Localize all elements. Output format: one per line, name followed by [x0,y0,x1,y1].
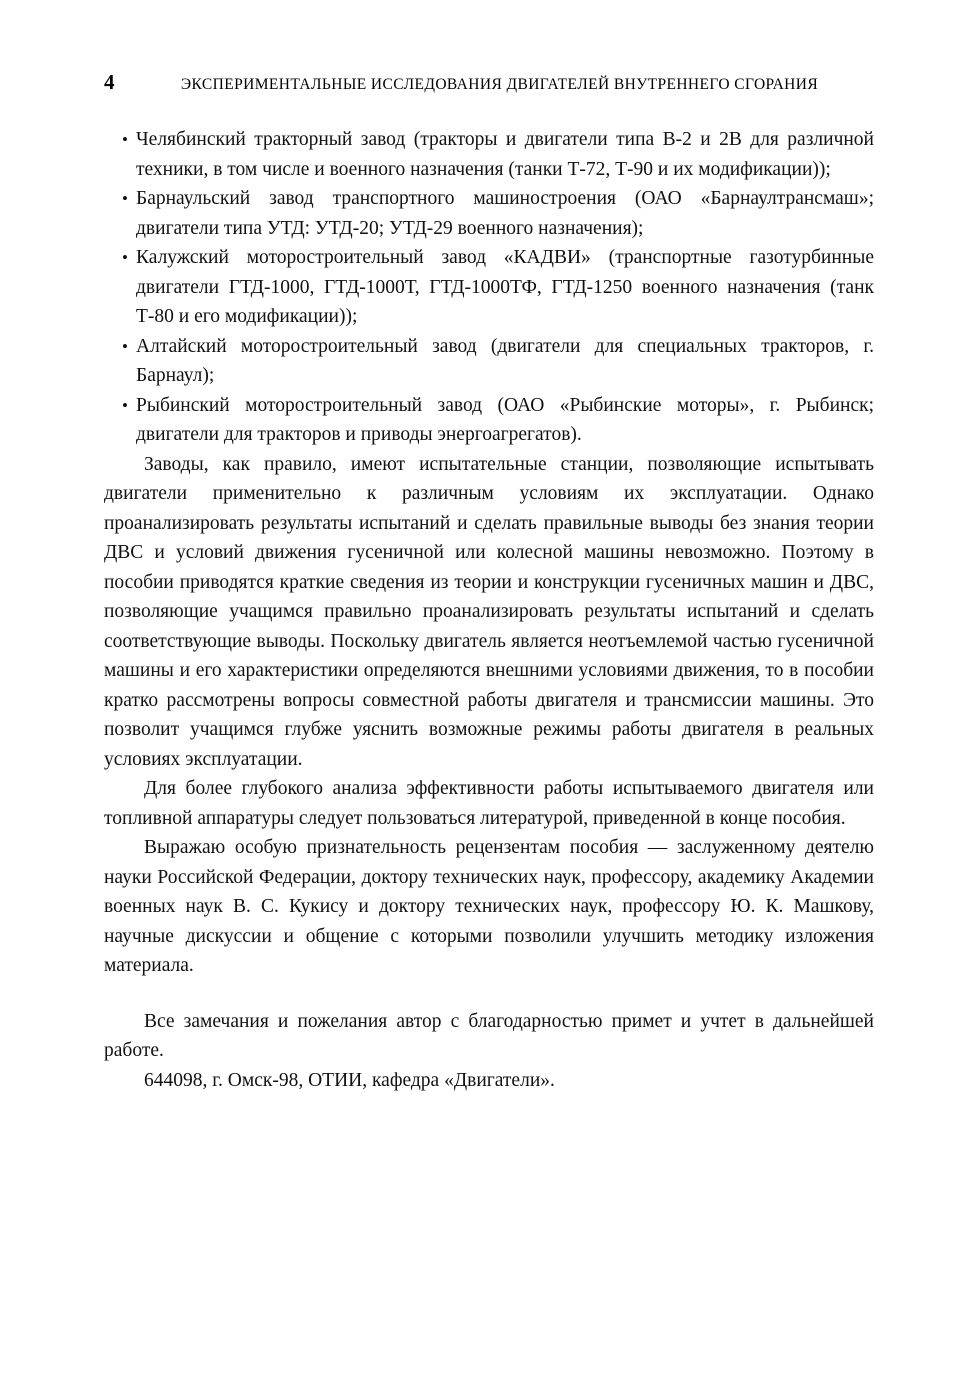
body-paragraph: Для более глубокого анализа эффективности работы испытываемого двигателя или топливной аппаратуры следует пользоваться литературой, приведенной в конце пособия. [104,778,874,829]
contact-line: 644098, г. Омск-98, ОТИИ, кафедра «Двигатели». [144,1069,555,1091]
list-item: • Рыбинский моторостроительный завод (ОАО «Рыбинские моторы», г. Рыбинск; двигатели для тракторов и приводы энергоагрегатов). [104,391,874,450]
list-item: • Алтайский моторостроительный завод (двигатели для специальных тракторов, г. Барнаул); [104,332,874,391]
manufacturers-list [104,125,874,450]
list-item: • Барнаульский завод транспортного машиностроения (ОАО «Барнаултрансмаш»; двигатели типа УТД: УТД-20; УТД-29 военного назначения); [104,184,874,243]
page-content [104,125,874,1095]
list-item: • Челябинский тракторный завод (тракторы и двигатели типа В-2 и 2В для различной техники, в том числе и военного назначения (танки Т-72, Т-90 и их модификации)); [104,125,874,184]
page-header [104,70,873,95]
running-title: ЭКСПЕРИМЕНТАЛЬНЫЕ ИССЛЕДОВАНИЯ ДВИГАТЕЛЕЙ ВНУТРЕННЕГО СГОРАНИЯ [180,76,819,93]
body-paragraph: Все замечания и пожелания автор с благодарностью примет и учтет в дальнейшей работе. [104,1010,874,1061]
list-item: • Калужский моторостроительный завод «КАДВИ» (транспортные газотурбинные двигатели ГТД-1000, ГТД-1000Т, ГТД-1000ТФ, ГТД-1250 военного назначения (танк Т-80 и его модификации)); [104,243,874,332]
body-paragraph: Выражаю особую признательность рецензентам пособия — заслуженному деятелю науки Российской Федерации, доктору технических наук, профессору, академику Академии военных наук В. С. Кукису и доктору технических наук, профессору Ю. К. Машкову, научные дискуссии и общение с которыми позволили улучшить методику изложения материала. [104,837,874,976]
body-paragraph: Заводы, как правило, имеют испытательные станции, позволяющие испытывать двигатели применительно к различным условиям их эксплуатации. Однако проанализировать результаты испытаний и сделать правильные выводы без знания теории ДВС и условий движения гусеничной или колесной машины невозможно. Поэтому в пособии приводятся краткие сведения из теории и конструкции гусеничных машин и ДВС, позволяющие учащимся правильно проанализировать результаты испытаний и сделать соответствующие выводы. Поскольку двигатель является неотъемлемой частью гусеничной машины и его характеристики определяются внешними условиями движения, то в пособии кратко рассмотрены вопросы совместной работы двигателя и трансмиссии машины. Это позволит учащимся глубже уяснить возможные режимы работы двигателя в реальных условиях эксплуатации. [104,453,874,770]
page-number: 4 [104,70,115,94]
